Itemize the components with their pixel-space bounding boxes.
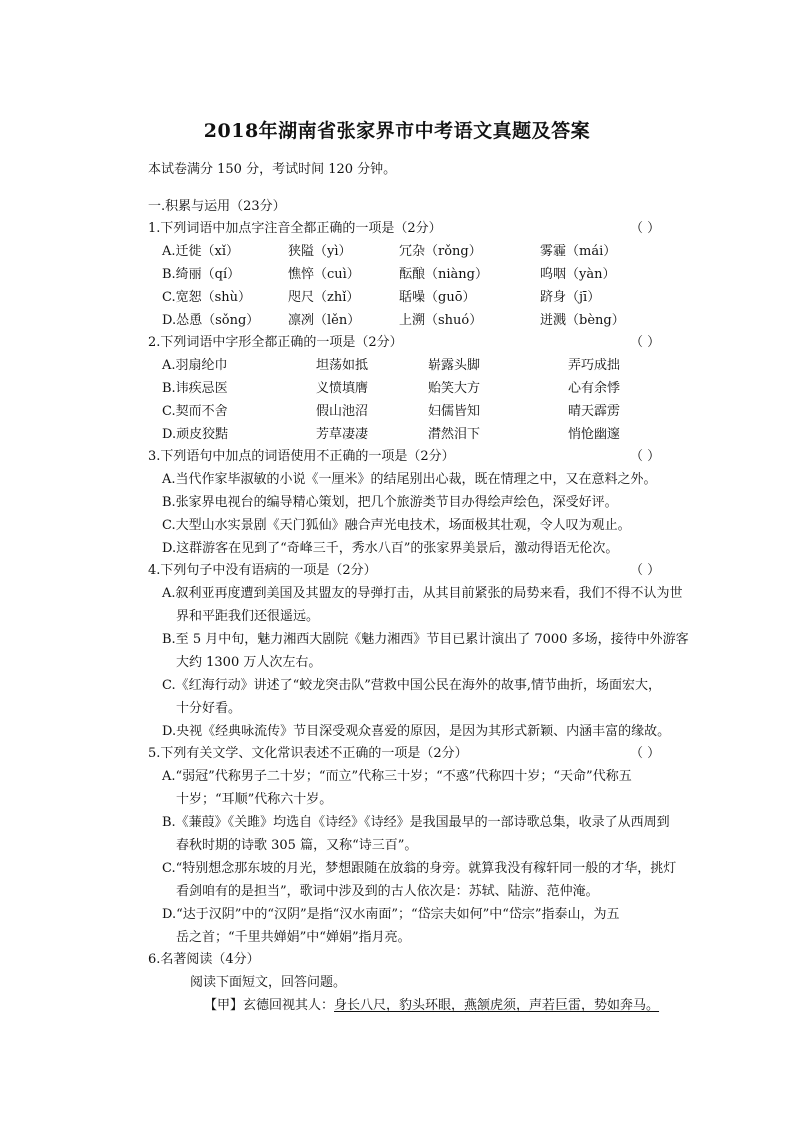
- q2-option-a-3: 崭露头脚: [428, 358, 481, 373]
- q4-option-a-line2: 界和平距我们还很遥远。: [176, 609, 320, 624]
- q5-option-a-line2: 十岁；“耳顺”代称六十岁。: [176, 792, 333, 807]
- passage-lead: 玄德回视其人：: [243, 998, 335, 1013]
- q2-option-b-3: 贻笑大方: [428, 381, 481, 396]
- q3-option-a: A.当代作家毕淑敏的小说《一厘米》的结尾别出心裁，既在情理之中，又在意料之外。: [162, 472, 657, 487]
- q4-answer-blank: （ ）: [630, 563, 661, 578]
- q2-stem: 2.下列词语中字形全都正确的一项是（2分）: [148, 335, 403, 350]
- q1-option-b-1: B.绮丽（qí）: [162, 267, 241, 282]
- q2-option-d-1: D.顽皮狡黠: [162, 427, 229, 442]
- q3-option-d: D.这群游客在见到了“奇峰三千，秀水八百”的张家界美景后，激动得语无伦次。: [162, 541, 619, 556]
- q5-option-d-line1: D.“达于汉阴”中的“汉阴”是指“汉水南面”；“岱宗夫如何”中“岱宗”指泰山，为五: [162, 907, 620, 922]
- q1-option-d-3: 上溯（shuó）: [399, 313, 483, 328]
- q3-option-b: B.张家界电视台的编导精心策划，把几个旅游类节目办得绘声绘色，深受好评。: [162, 495, 618, 510]
- q2-option-c-4: 晴天霹雳: [568, 404, 621, 419]
- q4-stem: 4.下列句子中没有语病的一项是（2分）: [148, 563, 377, 578]
- q5-stem: 5.下列有关文学、文化常识表述不正确的一项是（2分）: [148, 746, 468, 761]
- q2-option-a-1: A.羽扇纶巾: [162, 358, 228, 373]
- q1-option-a-2: 狭隘（yì）: [288, 244, 352, 259]
- passage-label: 【甲】: [204, 998, 244, 1013]
- q2-option-d-3: 潸然泪下: [428, 427, 481, 442]
- q4-option-c-line1: C.《红海行动》讲述了“蛟龙突击队”营救中国公民在海外的故事,情节曲折，场面宏大，: [162, 678, 662, 693]
- q1-option-d-2: 凛冽（lěn）: [288, 313, 361, 328]
- q1-option-a-4: 雾霾（mái）: [540, 244, 617, 259]
- q2-option-d-2: 芳草凄凄: [316, 427, 369, 442]
- q4-option-d: D.央视《经典咏流传》节目深受观众喜爱的原因，是因为其形式新颖、内涵丰富的缘故。: [162, 724, 671, 739]
- q1-option-a-3: 冗杂（rǒng）: [399, 244, 482, 259]
- q2-option-c-2: 假山池沼: [316, 404, 369, 419]
- q1-answer-blank: （ ）: [630, 221, 661, 236]
- q2-option-d-4: 悄怆幽邃: [568, 427, 621, 442]
- q3-answer-blank: （ ）: [630, 449, 661, 464]
- q1-option-c-4: 跻身（jī）: [540, 290, 601, 305]
- section-heading: 一.积累与运用（23分）: [148, 199, 286, 214]
- q1-option-a-1: A.迁徙（xǐ）: [162, 244, 240, 259]
- page-title: 2018年湖南省张家界市中考语文真题及答案: [203, 120, 591, 142]
- q1-stem: 1.下列词语中加点字注音全都正确的一项是（2分）: [148, 221, 442, 236]
- q2-option-b-2: 义愤填膺: [316, 381, 369, 396]
- q5-option-d-line2: 岳之首；“千里共婵娟”中“婵娟”指月亮。: [176, 930, 411, 945]
- underlined-description: 身长八尺，豹头环眼，燕颔虎须，声若巨雷，势如奔马。: [334, 998, 660, 1013]
- q6-passage-jia: [204, 998, 659, 1014]
- q4-option-b-line2: 大约 1300 万人次左右。: [176, 655, 322, 670]
- q1-option-b-4: 呜咽（yàn）: [540, 267, 616, 282]
- q2-option-c-3: 妇儒皆知: [428, 404, 481, 419]
- q2-option-a-4: 弄巧成拙: [568, 358, 621, 373]
- q1-option-d-4: 迸溅（bèng）: [540, 313, 625, 328]
- q5-option-c-line2: 看剑咱有的是担当”，歌词中涉及到的古人依次是：苏轼、陆游、范仲淹。: [176, 884, 599, 899]
- q2-option-b-4: 心有余悸: [568, 381, 621, 396]
- exam-intro: 本试卷满分 150 分，考试时间 120 分钟。: [148, 162, 397, 177]
- q2-option-b-1: B.讳疾忌医: [162, 381, 228, 396]
- q1-option-c-2: 咫尺（zhǐ）: [288, 290, 360, 305]
- q5-option-b-line2: 春秋时期的诗歌 305 篇，又称“诗三百”。: [176, 838, 418, 853]
- q2-option-a-2: 坦荡如抵: [316, 358, 369, 373]
- q1-option-b-2: 憔悴（cuì）: [288, 267, 360, 282]
- q3-stem: 3.下列语句中加点的词语使用不正确的一项是（2分）: [148, 449, 455, 464]
- q1-option-c-3: 聒噪（guō）: [399, 290, 476, 305]
- q5-option-c-line1: C.“特别想念那东坡的月光，梦想跟随在放翁的身旁。就算我没有稼轩同一般的才华，挑灯: [162, 861, 677, 876]
- q4-option-b-line1: B.至 5 月中旬，魅力湘西大剧院《魅力湘西》节目已累计演出了 7000 多场，接待中外游客: [162, 632, 689, 647]
- q4-option-c-line2: 十分好看。: [176, 701, 242, 716]
- q2-answer-blank: （ ）: [630, 335, 661, 350]
- q2-option-c-1: C.契而不舍: [162, 404, 228, 419]
- q1-option-c-1: C.宽恕（shù）: [162, 290, 252, 305]
- q5-option-a-line1: A.“弱冠”代称男子二十岁；“而立”代称三十岁；“不惑”代称四十岁；“天命”代称五: [162, 769, 632, 784]
- q5-answer-blank: （ ）: [630, 746, 661, 761]
- q5-option-b-line1: B.《蒹葭》《关雎》均选自《诗经》《诗经》是我国最早的一部诗歌总集，收录了从西周到: [162, 815, 670, 830]
- q6-instruction: 阅读下面短文，回答问题。: [190, 975, 347, 990]
- q3-option-c: C.大型山水实景剧《天门狐仙》融合声光电技术，场面极其壮观，令人叹为观止。: [162, 518, 631, 533]
- q1-option-b-3: 酝酿（niàng）: [399, 267, 488, 282]
- q6-stem: 6.名著阅读（4分）: [148, 952, 260, 967]
- q1-option-d-1: D.怂恿（sǒng）: [162, 313, 260, 328]
- q4-option-a-line1: A.叙利亚再度遭到美国及其盟友的导弹打击，从其目前紧张的局势来看，我们不得不认为世: [162, 586, 683, 601]
